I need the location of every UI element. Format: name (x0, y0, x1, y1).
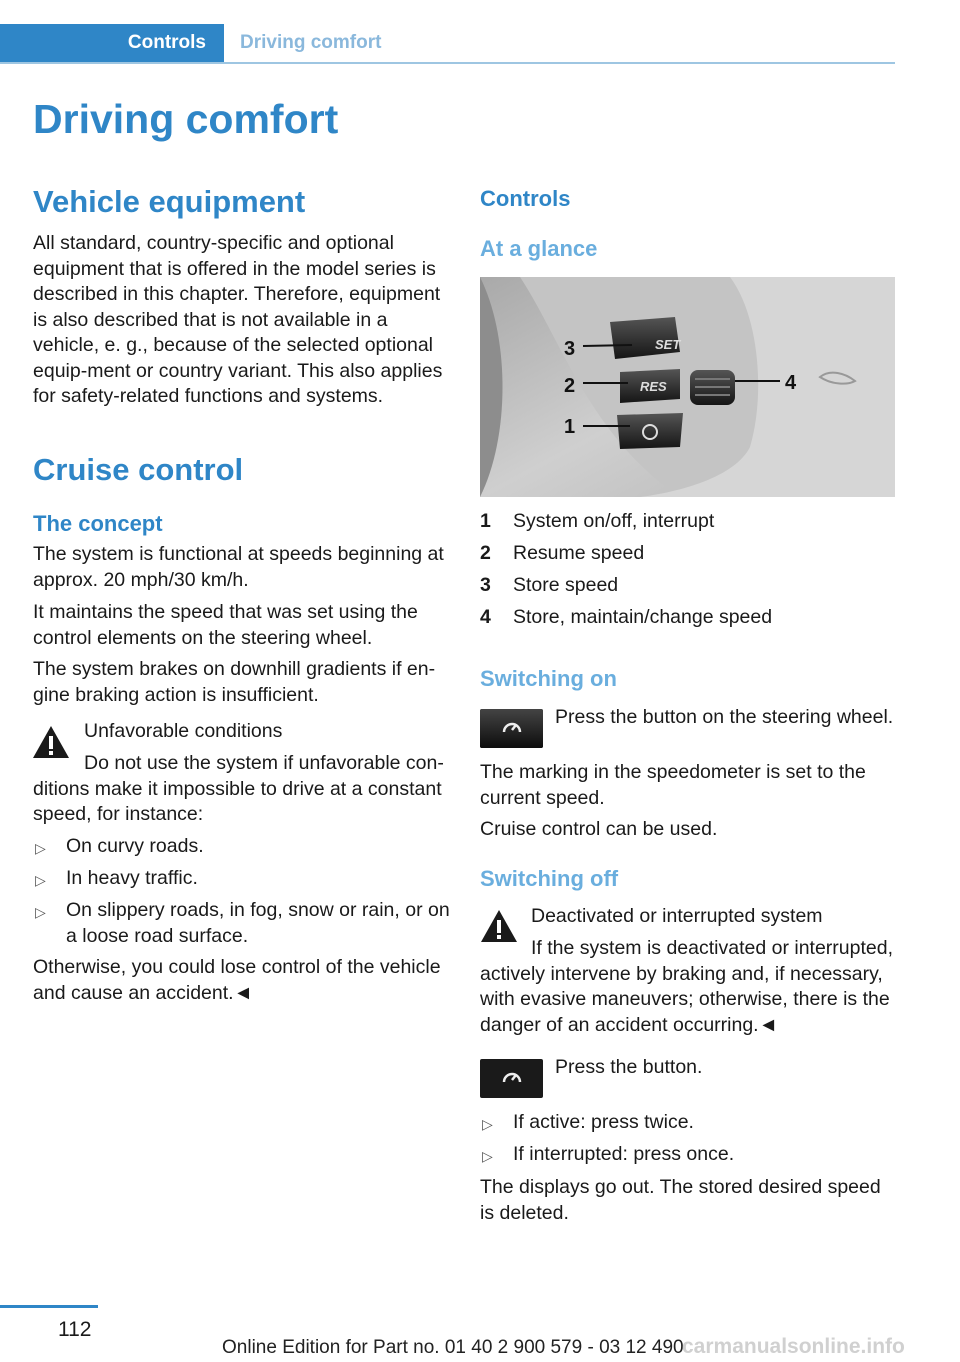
legend-item-4 (480, 605, 898, 631)
list-item: On slippery roads, in fog, snow or rain, or on a loose road surface. (66, 899, 450, 947)
set-label: SET (655, 337, 681, 352)
legend-num: 2 (480, 542, 491, 564)
list-item: If interrupted: press once. (513, 1143, 735, 1165)
legend-item-1 (480, 509, 898, 535)
legend-item-2 (480, 541, 898, 567)
bullet-icon: ▷ (482, 1148, 493, 1164)
bullet-icon: ▷ (35, 840, 46, 856)
bullet-icon: ▷ (35, 872, 46, 888)
cruise-button-icon (480, 709, 543, 748)
list-item: On curvy roads. (66, 835, 204, 857)
vehicle-equipment-text: All standard, country-specific and optional equipment that is offered in the model series is described in this chapter. Therefore, equipment is also described that is not available in a vehicle, e. g., because of the selected optional equip-ment or country variant. This also applies for safety-related functions and systems. (33, 232, 443, 407)
switching-on-p2: Cruise control can be used. (480, 818, 718, 840)
switching-on-heading: Switching on (480, 666, 617, 691)
legend-text: Resume speed (513, 542, 645, 564)
bullet-icon: ▷ (482, 1116, 493, 1132)
off-warning-text: If the system is deactivated or interrupted, actively intervene by braking and, if necessary, with evasive maneuvers; otherwise, there is the danger of an accident occurring.◄ (480, 937, 894, 1036)
concept-p1: The system is functional at speeds beginning at approx. 20 mph/30 km/h. (33, 543, 444, 591)
switching-on-p1: The marking in the speedometer is set to the current speed. (480, 761, 866, 809)
list-item: If active: press twice. (513, 1111, 694, 1133)
header-tab-controls[interactable]: Controls (0, 24, 224, 62)
cruise-button-icon (480, 1059, 543, 1098)
legend-text: Store speed (513, 574, 619, 596)
legend-text: System on/off, interrupt (513, 510, 715, 532)
switching-off-heading: Switching off (480, 866, 619, 891)
warning-text: Do not use the system if unfavorable con-ditions make it impossible to drive at a constant speed, for instance: (33, 752, 444, 825)
steering-wheel-controls-image (480, 277, 895, 497)
concept-p2: It maintains the speed that was set using the control elements on the steering wheel. (33, 601, 418, 649)
footer-edition: Online Edition for Part no. 01 40 2 900 579 - 03 12 490 (222, 1337, 684, 1358)
concept-heading: The concept (33, 511, 163, 536)
callout-1: 1 (564, 416, 576, 438)
legend-item-3 (480, 573, 898, 599)
warning-title: Unfavorable conditions (84, 720, 283, 742)
legend-num: 3 (480, 574, 491, 596)
press-button-text: Press the button. (555, 1056, 703, 1078)
res-label: RES (640, 379, 667, 394)
page-number: 112 (58, 1318, 92, 1341)
list-item: In heavy traffic. (66, 867, 198, 889)
page-title: Driving comfort (33, 96, 339, 142)
cruise-control-heading: Cruise control (33, 452, 244, 487)
warning-closing: Otherwise, you could lose control of the vehicle and cause an accident.◄ (33, 956, 441, 1004)
concept-p3: The system brakes on downhill gradients if en-gine braking action is insufficient. (33, 658, 436, 706)
footer-rule (0, 1305, 98, 1308)
callout-4: 4 (785, 372, 797, 394)
switching-off-closing: The displays go out. The stored desired speed is deleted. (480, 1176, 881, 1224)
vehicle-equipment-heading: Vehicle equipment (33, 184, 306, 219)
controls-heading: Controls (480, 186, 571, 211)
switching-on-text: Press the button on the steering wheel. (555, 706, 894, 728)
legend-num: 4 (480, 606, 491, 628)
callout-3: 3 (564, 338, 576, 360)
off-warning-title: Deactivated or interrupted system (531, 905, 823, 927)
at-a-glance-heading: At a glance (480, 236, 598, 261)
legend-text: Store, maintain/change speed (513, 606, 773, 628)
legend-num: 1 (480, 510, 491, 532)
watermark: carmanualsonline.info (682, 1335, 905, 1358)
bullet-icon: ▷ (35, 904, 46, 920)
header-tab-driving-comfort[interactable]: Driving comfort (240, 32, 382, 53)
callout-2: 2 (564, 375, 576, 397)
